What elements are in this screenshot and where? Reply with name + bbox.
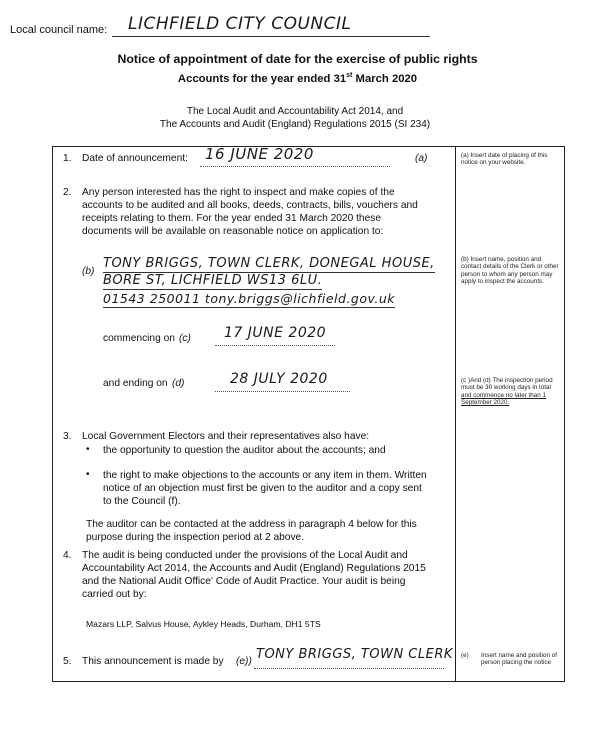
announcement-date: 16 JUNE 2020: [205, 145, 314, 163]
ending-label: and ending on: [103, 378, 168, 389]
item4-line-1: The audit is being conducted under the provisions of the Local Audit and: [82, 550, 408, 561]
item2-b-marker: (b): [82, 266, 95, 277]
commencing-label: commencing on: [103, 333, 175, 344]
item5-number: 5.: [63, 656, 72, 667]
box-left-border: [52, 146, 53, 682]
ending-marker: (d): [172, 378, 185, 389]
commencing-underline: [215, 345, 335, 346]
item4-line-2: Accountability Act 2014, the Accounts and Audit (England) Regulations 2015: [82, 563, 426, 574]
council-name-underline: [112, 36, 430, 37]
item4-line-4: carried out by:: [82, 589, 147, 600]
ending-underline: [215, 391, 350, 392]
contact-line-2: BORE ST, LICHFIELD WS13 6LU.: [103, 273, 323, 288]
item4-number: 4.: [63, 550, 72, 561]
item2-line-1: Any person interested has the right to inspect and make copies of the: [82, 187, 395, 198]
ending-date: 28 JULY 2020: [230, 371, 328, 387]
notice-subtitle: [0, 72, 595, 85]
side-note-b: (b) Insert name, position and contact details of the Clerk or other person to whom any person may apply to inspect the accounts.: [461, 256, 559, 285]
side-note-a: (a) Insert date of placing of this notice on your website.: [461, 152, 548, 167]
item3-bullet-2-line-2: notice of an objection must first be given to the auditor and a copy sent: [103, 483, 422, 494]
side-note-e-marker: (e): [461, 652, 469, 659]
item3-bullet-2-line-1: the right to make objections to the accounts or any item in them. Written: [103, 470, 427, 481]
item1-number: 1.: [63, 153, 72, 164]
bullet-icon: •: [86, 469, 90, 480]
contact-line-3: 01543 250011 tony.briggs@lichfield.gov.uk: [103, 291, 396, 306]
item3-contact-line-1: The auditor can be contacted at the address in paragraph 4 below for this: [86, 519, 417, 530]
subtitle-sup: st: [346, 72, 353, 79]
item5-underline: [254, 668, 444, 669]
side-note-cd-text: (c )And (d) The inspection period must be 30 working days in total: [461, 377, 553, 392]
item1-label: Date of announcement:: [82, 153, 188, 164]
notice-title: Notice of appointment of date for the exercise of public rights: [117, 52, 478, 66]
item1-underline: [200, 166, 390, 167]
side-note-cd-underlined: and commence no later than 1 September 2020.: [461, 391, 547, 406]
item3-number: 3.: [63, 431, 72, 442]
box-right-border: [564, 146, 565, 682]
council-name-value: LICHFIELD CITY COUNCIL: [128, 14, 352, 34]
subtitle-pre: Accounts for the year ended 31: [177, 72, 347, 85]
column-divider: [455, 146, 456, 682]
bullet-icon: •: [86, 444, 90, 455]
item2-number: 2.: [63, 187, 72, 198]
item2-line-3: receipts relating to them. For the year ended 31 March 2020 these: [82, 213, 382, 224]
item5-marker: (e)): [236, 656, 252, 667]
contact-line-1: TONY BRIGGS, TOWN CLERK, DONEGAL HOUSE,: [103, 256, 435, 271]
item2-line-2: accounts to be audited and all books, deeds, contracts, bills, vouchers and: [82, 200, 418, 211]
commencing-marker: (c): [179, 333, 191, 344]
item2-line-4: documents will be available on reasonable notice on application to:: [82, 226, 384, 237]
auditor-address: Mazars LLP, Salvus House, Aykley Heads, Durham, DH1 5TS: [86, 619, 321, 629]
subtitle-post: March 2020: [352, 72, 418, 85]
legislation-line-1: The Local Audit and Accountability Act 2014, and: [186, 106, 404, 117]
council-name-label: Local council name:: [10, 24, 108, 36]
item3-contact-line-2: purpose during the inspection period at 2 above.: [86, 532, 305, 543]
announcer-name: TONY BRIGGS, TOWN CLERK: [256, 647, 453, 662]
item4-line-3: and the National Audit Office' Code of Audit Practice. Your audit is being: [82, 576, 406, 587]
item5-label: This announcement is made by: [82, 656, 224, 667]
legislation-line-2: The Accounts and Audit (England) Regulations 2015 (SI 234): [159, 119, 431, 130]
side-note-cd: [461, 377, 559, 406]
item3-bullet-1: the opportunity to question the auditor about the accounts; and: [103, 445, 386, 456]
item3-bullet-2-line-3: to the Council (f).: [103, 496, 181, 507]
box-bottom-border: [52, 681, 565, 682]
item3-intro: Local Government Electors and their representatives also have:: [82, 431, 370, 442]
commencing-date: 17 JUNE 2020: [224, 325, 327, 341]
item1-marker: (a): [415, 153, 428, 164]
side-note-e: Insert name and position of person placing the notice: [481, 652, 557, 667]
